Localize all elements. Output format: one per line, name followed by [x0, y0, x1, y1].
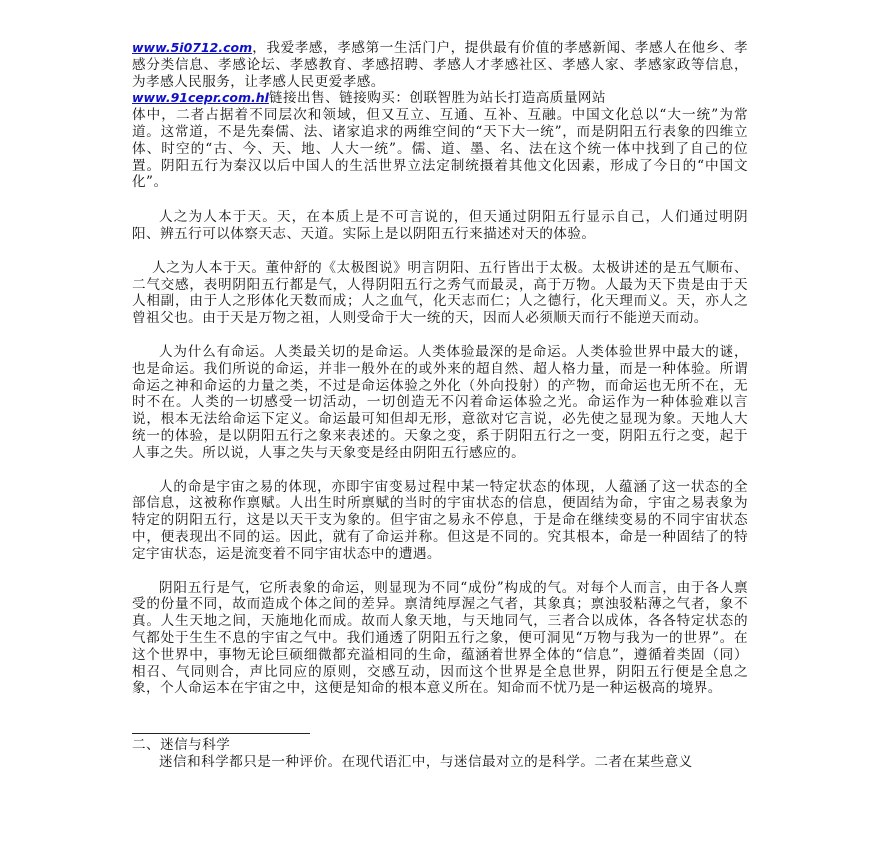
section-first-line: 迷信和科学都只是一种评价。在现代语汇中，与迷信最对立的是科学。二者在某些意义 — [159, 754, 693, 770]
site-promo-1-text: ，我爱孝感，孝感第一生活门户，提供最有价值的孝感新闻、孝感人在他乡、孝感分类信息、孝感论坛、孝感教育、孝感招聘、孝感人才孝感社区、孝感人家、孝感家政等信息，为孝感人民服务，让孝感人民更爱孝感。 — [132, 40, 748, 90]
document-body — [132, 40, 748, 697]
site-promo-1 — [132, 40, 748, 90]
paragraph-yin-yang-qi: 阴阳五行是气，它所表象的命运，则显现为不同“成份”构成的气。对每个人而言，由于各人禀受的份量不同，故而造成个体之间的差异。禀清纯厚渥之气者，其象真；禀浊驳粘薄之气者，象不真。人生天地之间，天施地化而成。故而人象天地，与天地同气，三者合以成体，各各特定状态的气都处于生生不息的宇宙之气中。我们通透了阴阳五行之象，便可洞见“万物与我为一的世界”。在这个世界中，事物无论巨硕细微都充溢相同的生命，蕴涵着世界全体的“信息”，遵循着类固（同）相召、气同则合，声比同应的原则，交感互动，因而这个世界是全息世界，阴阳五行便是全息之象，个人命运本在宇宙之中，这便是知命的根本意义所在。知命而不忧乃是一种运极高的境界。 — [132, 579, 748, 697]
site-link-91cepr[interactable]: www.91cepr.com.hl — [132, 90, 269, 106]
paragraph-heaven: 人之为人本于天。天，在本质上是不可言说的，但天通过阴阳五行显示自己，人们通过明阴阳、辨五行可以体察天志、天道。实际上是以阴阳五行来描述对天的体验。 — [132, 209, 748, 242]
paragraph-fate-cosmos: 人的命是宇宙之易的体现，亦即宇宙变易过程中某一特定状态的体现，人蕴涵了这一状态的全部信息，这被称作禀赋。人出生时所禀赋的当时的宇宙状态的信息，便固结为命，宇宙之易表象为特定的阴阳五行，这是以天干支为象的。但宇宙之易永不停息，于是命在继续变易的不同宇宙状态中，便表现出不同的运。因此，就有了命运并称。但这是不同的。究其根本，命是一种固结了的特定宇宙状态，运是流变着不同宇宙状态中的遭遇。 — [132, 478, 748, 562]
paragraph-dong-zhongshu: 人之为人本于天。董仲舒的《太极图说》明言阴阳、五行皆出于太极。太极讲述的是五气顺布、二气交感，表明阴阳五行都是气，人得阴阳五行之秀气而最灵，高于万物。人最为天下贵是由于天人相副，由于人之形体化天数而成；人之血气，化天志而仁；人之德行，化天理而义。天，亦人之曾祖父也。由于天是万物之祖，人则受命于大一统的天，因而人必须顺天而行不能逆天而动。 — [132, 259, 748, 327]
section-heading: 二、迷信与科学 — [132, 737, 231, 753]
site-promo-2-text: 链接出售、链接购买：创联智胜为站长打造高质量网站 — [268, 90, 606, 107]
paragraph-destiny: 人为什么有命运。人类最关切的是命运。人类体验最深的是命运。人类体验世界中最大的谜，也是命运。我们所说的命运，并非一般外在的或外来的超自然、超人格力量，而是一种体验。所谓命运之神和命运的力量之类，不过是命运体验之外化（外向投射）的产物，而命运也无所不在，无时不在。人类的一切感受一切活动，一切创造无不闪着命运体验之光。命运作为一种体验难以言说，根本无法给命运下定义。命运最可知但却无形，意欲对它言说，必先使之显现为象。天地人大统一的体验，是以阴阳五行之象来表述的。天象之变，系于阴阳五行之一变，阴阳五行之变，起于人事之失。所以说，人事之失与天象变是经由阴阳五行感应的。 — [132, 343, 748, 461]
site-link-5i0712[interactable]: www.5i0712.com — [132, 40, 253, 55]
paragraph-cultural-unity: 体中，二者占据着不同层次和领域，但又互立、互通、互补、互融。中国文化总以“大一统”为常道。这常道，不是先秦儒、法、诸家追求的两维空间的“天下大一统”，而是阴阳五行表象的四维立体、时空的“古、今、天、地、人大一统”。儒、道、墨、名、法在这个统一体中找到了自己的位置。阴阳五行为秦汉以后中国人的生活世界立法定制统摄着其他文化因素，形成了今日的“中国文化”。 — [132, 107, 748, 191]
section-superstition-science — [132, 737, 748, 771]
site-promo-2 — [132, 90, 748, 107]
section-divider — [132, 733, 310, 734]
